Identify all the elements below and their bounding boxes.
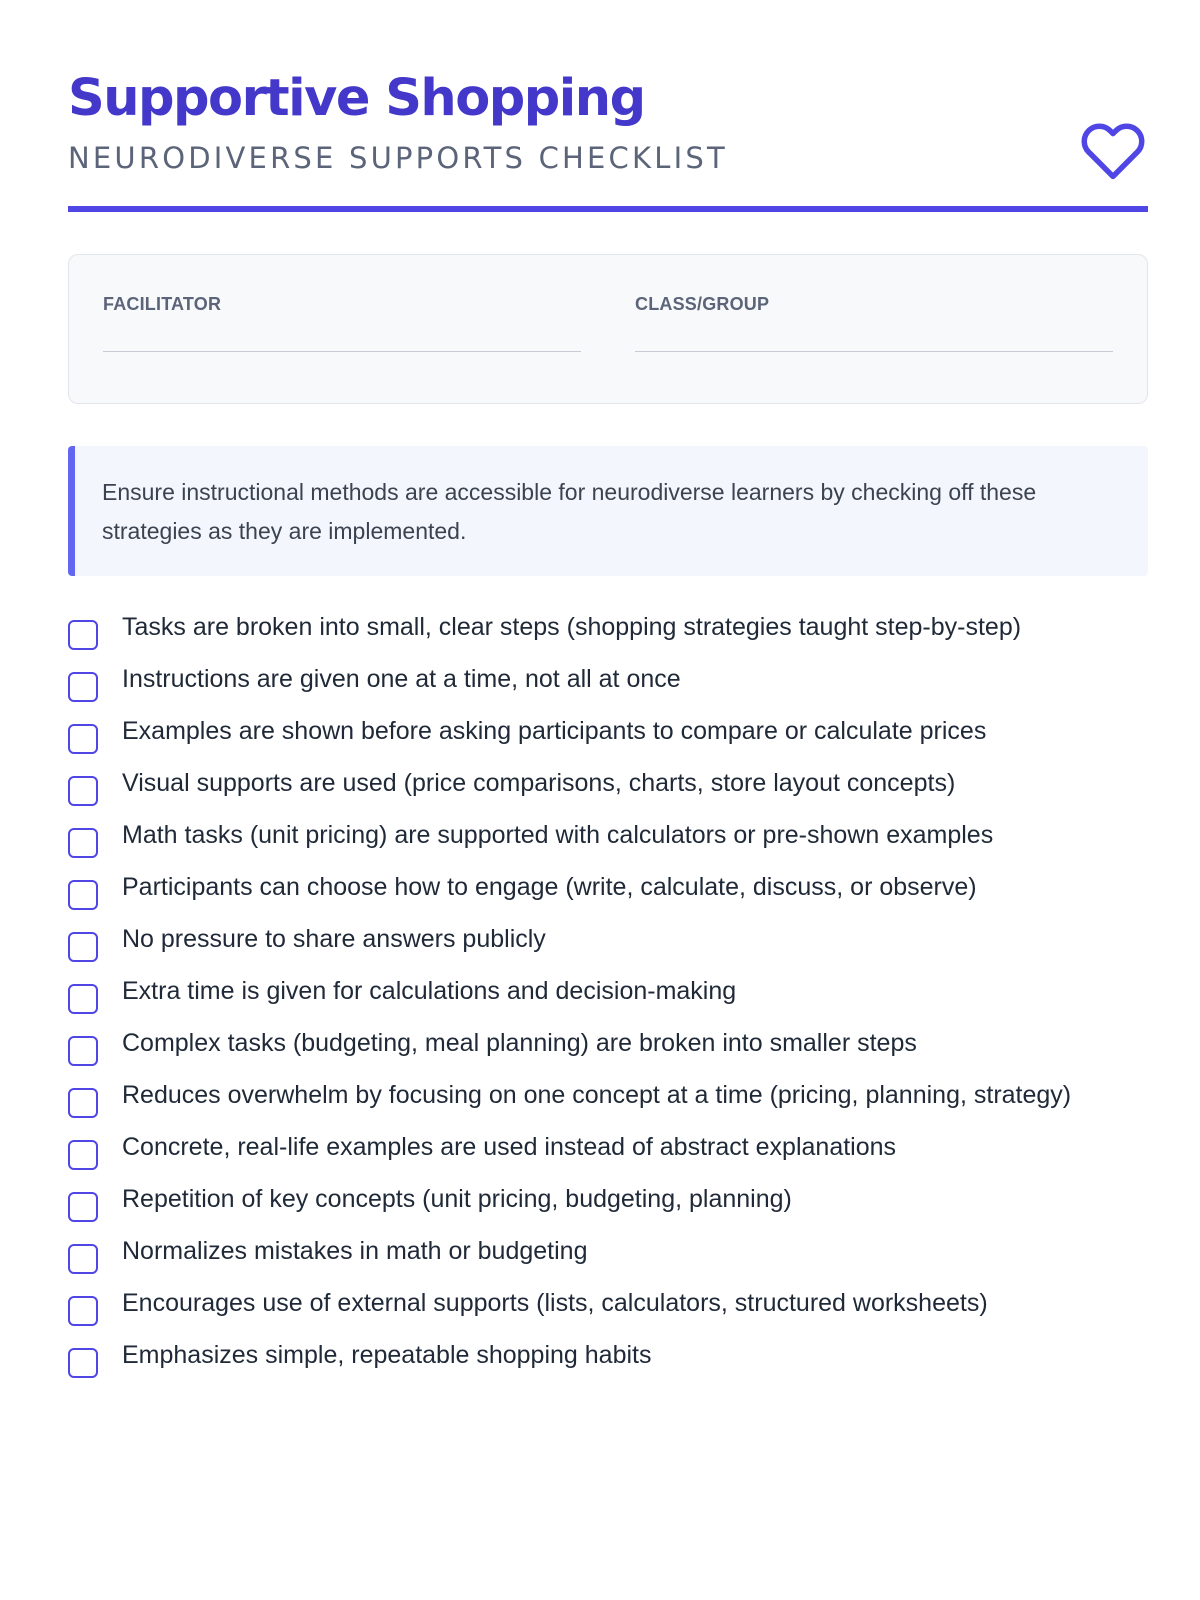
checklist-item-label: Participants can choose how to engage (write, calculate, discuss, or observe) [122, 873, 977, 901]
facilitator-label: FACILITATOR [103, 294, 222, 314]
checkbox[interactable] [68, 724, 98, 754]
info-card [68, 254, 1148, 404]
checklist-item[interactable] [68, 820, 1148, 851]
class-group-input-line[interactable] [635, 351, 1113, 352]
checklist-item-label: No pressure to share answers publicly [122, 925, 546, 953]
checklist-item-label: Math tasks (unit pricing) are supported with calculators or pre-shown examples [122, 821, 994, 849]
checkbox[interactable] [68, 620, 98, 650]
facilitator-input-line[interactable] [103, 351, 581, 352]
intro-note-text: Ensure instructional methods are accessible for neurodiverse learners by checking off these strategies as they are implemented. [102, 479, 1037, 544]
checklist-item[interactable] [68, 612, 1148, 643]
checklist-item[interactable] [68, 1340, 1148, 1371]
checklist-item[interactable] [68, 768, 1148, 799]
checkbox[interactable] [68, 932, 98, 962]
checklist-item-label: Repetition of key concepts (unit pricing, budgeting, planning) [122, 1185, 792, 1213]
checklist-item[interactable] [68, 976, 1148, 1007]
header [68, 66, 1148, 214]
class-group-field[interactable] [635, 293, 1113, 352]
checklist-item-label: Reduces overwhelm by focusing on one concept at a time (pricing, planning, strategy) [122, 1081, 1072, 1109]
checklist-item[interactable] [68, 1288, 1148, 1319]
class-group-label: CLASS/GROUP [635, 294, 770, 314]
intro-note [68, 446, 1148, 576]
checkbox[interactable] [68, 880, 98, 910]
checklist-item[interactable] [68, 664, 1148, 695]
header-divider [68, 206, 1148, 212]
checkbox[interactable] [68, 1088, 98, 1118]
checkbox[interactable] [68, 984, 98, 1014]
checklist-item-label: Complex tasks (budgeting, meal planning) are broken into smaller steps [122, 1029, 917, 1057]
checklist-item[interactable] [68, 1132, 1148, 1163]
facilitator-field[interactable] [103, 293, 581, 352]
supports-checklist [68, 612, 1148, 1392]
checklist-item[interactable] [68, 1028, 1148, 1059]
checklist-item-label: Tasks are broken into small, clear steps (shopping strategies taught step-by-step) [122, 613, 1022, 641]
page-title: Supportive Shopping [68, 69, 645, 128]
checklist-item[interactable] [68, 716, 1148, 747]
checkbox[interactable] [68, 1140, 98, 1170]
checkbox[interactable] [68, 1036, 98, 1066]
checklist-item[interactable] [68, 872, 1148, 903]
checklist-item[interactable] [68, 1080, 1148, 1111]
checklist-item[interactable] [68, 1236, 1148, 1267]
heart-icon [1080, 118, 1146, 184]
checkbox[interactable] [68, 672, 98, 702]
checkbox[interactable] [68, 1244, 98, 1274]
checkbox[interactable] [68, 1348, 98, 1378]
checklist-item-label: Encourages use of external supports (lists, calculators, structured worksheets) [122, 1289, 988, 1317]
checklist-item[interactable] [68, 1184, 1148, 1215]
checkbox[interactable] [68, 828, 98, 858]
checklist-item-label: Examples are shown before asking participants to compare or calculate prices [122, 717, 987, 745]
checklist-item-label: Normalizes mistakes in math or budgeting [122, 1237, 588, 1265]
checklist-item-label: Visual supports are used (price comparisons, charts, store layout concepts) [122, 769, 956, 797]
checklist-item[interactable] [68, 924, 1148, 955]
checkbox[interactable] [68, 1296, 98, 1326]
checkbox[interactable] [68, 776, 98, 806]
checklist-item-label: Emphasizes simple, repeatable shopping habits [122, 1341, 652, 1369]
checkbox[interactable] [68, 1192, 98, 1222]
checklist-item-label: Instructions are given one at a time, not all at once [122, 665, 681, 693]
checklist-item-label: Concrete, real-life examples are used instead of abstract explanations [122, 1133, 897, 1161]
checklist-item-label: Extra time is given for calculations and decision-making [122, 977, 737, 1005]
page-subtitle: NEURODIVERSE SUPPORTS CHECKLIST [68, 141, 728, 175]
